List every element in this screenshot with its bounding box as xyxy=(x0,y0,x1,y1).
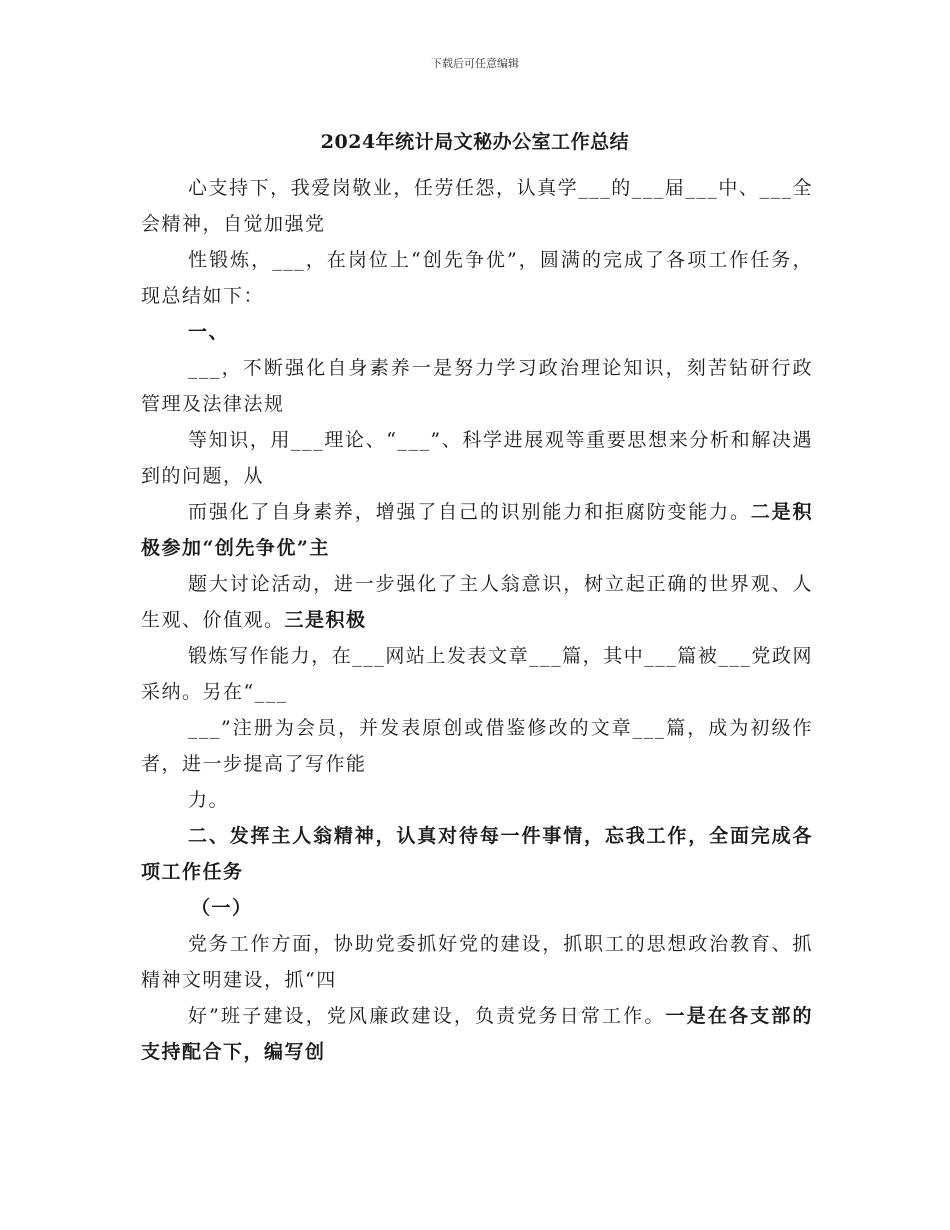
document-title: 2024年统计局文秘办公室工作总结 xyxy=(320,131,630,153)
paragraph-text: ___”注册为会员，并发表原创或借鉴修改的文章___篇，成为初级作者，进一步提高了写作能 xyxy=(141,717,813,775)
paragraph-3 xyxy=(141,350,813,422)
heading-text: 一、 xyxy=(188,321,230,343)
paragraph-11 xyxy=(141,998,813,1070)
paragraph-text: 党务工作方面，协助党委抓好党的建设，抓职工的思想政治教育、抓精神文明建设，抓“四 xyxy=(141,933,813,991)
paragraph-6 xyxy=(141,566,813,638)
paragraph-bold-tail: 一是在各支部的支持配合下，编写创 xyxy=(141,1005,813,1063)
paragraph-text: 性锻炼，___，在岗位上“创先争优”，圆满的完成了各项工作任务，现总结如下： xyxy=(141,249,813,307)
paragraph-7 xyxy=(141,638,813,710)
paragraph-text: 而强化了自身素养，增强了自己的识别能力和拒腐防变能力。 xyxy=(188,501,751,523)
paragraph-text: 心支持下，我爱岗敬业，任劳任怨，认真学___的___届___中、___全会精神，自觉加强党 xyxy=(141,177,813,235)
paragraph-text: 等知识，用___理论、“___”、科学进展观等重要思想来分析和解决遇到的问题，从 xyxy=(141,429,813,487)
paragraph-9 xyxy=(141,782,813,818)
heading-text: （一） xyxy=(191,897,253,919)
header-note: 下载后可任意编辑 xyxy=(431,57,519,70)
paragraph-2 xyxy=(141,242,813,314)
heading-text: 二、发挥主人翁精神，认真对待每一件事情，忘我工作，全面完成各项工作任务 xyxy=(141,825,813,883)
section-heading-1 xyxy=(141,314,813,350)
paragraph-5 xyxy=(141,494,813,566)
paragraph-text: 好”班子建设，党风廉政建设，负责党务日常工作。 xyxy=(188,1005,666,1027)
paragraph-1 xyxy=(141,170,813,242)
document-body xyxy=(141,170,813,1070)
paragraph-10 xyxy=(141,926,813,998)
subsection-heading-1 xyxy=(141,890,813,926)
paragraph-8 xyxy=(141,710,813,782)
paragraph-text: 力。 xyxy=(188,789,230,811)
paragraph-text: 锻炼写作能力，在___网站上发表文章___篇，其中___篇被___党政网采纳。另在“___ xyxy=(141,645,813,703)
paragraph-4 xyxy=(141,422,813,494)
paragraph-text: 题大讨论活动，进一步强化了主人翁意识，树立起正确的世界观、人生观、价值观。 xyxy=(141,573,813,631)
paragraph-bold-tail: 三是积极 xyxy=(284,609,367,631)
paragraph-text: ___，不断强化自身素养一是努力学习政治理论知识，刻苦钻研行政管理及法律法规 xyxy=(141,357,813,415)
paragraph-bold-tail: 二是积极参加“创先争优”主 xyxy=(141,501,813,559)
section-heading-2 xyxy=(141,818,813,890)
